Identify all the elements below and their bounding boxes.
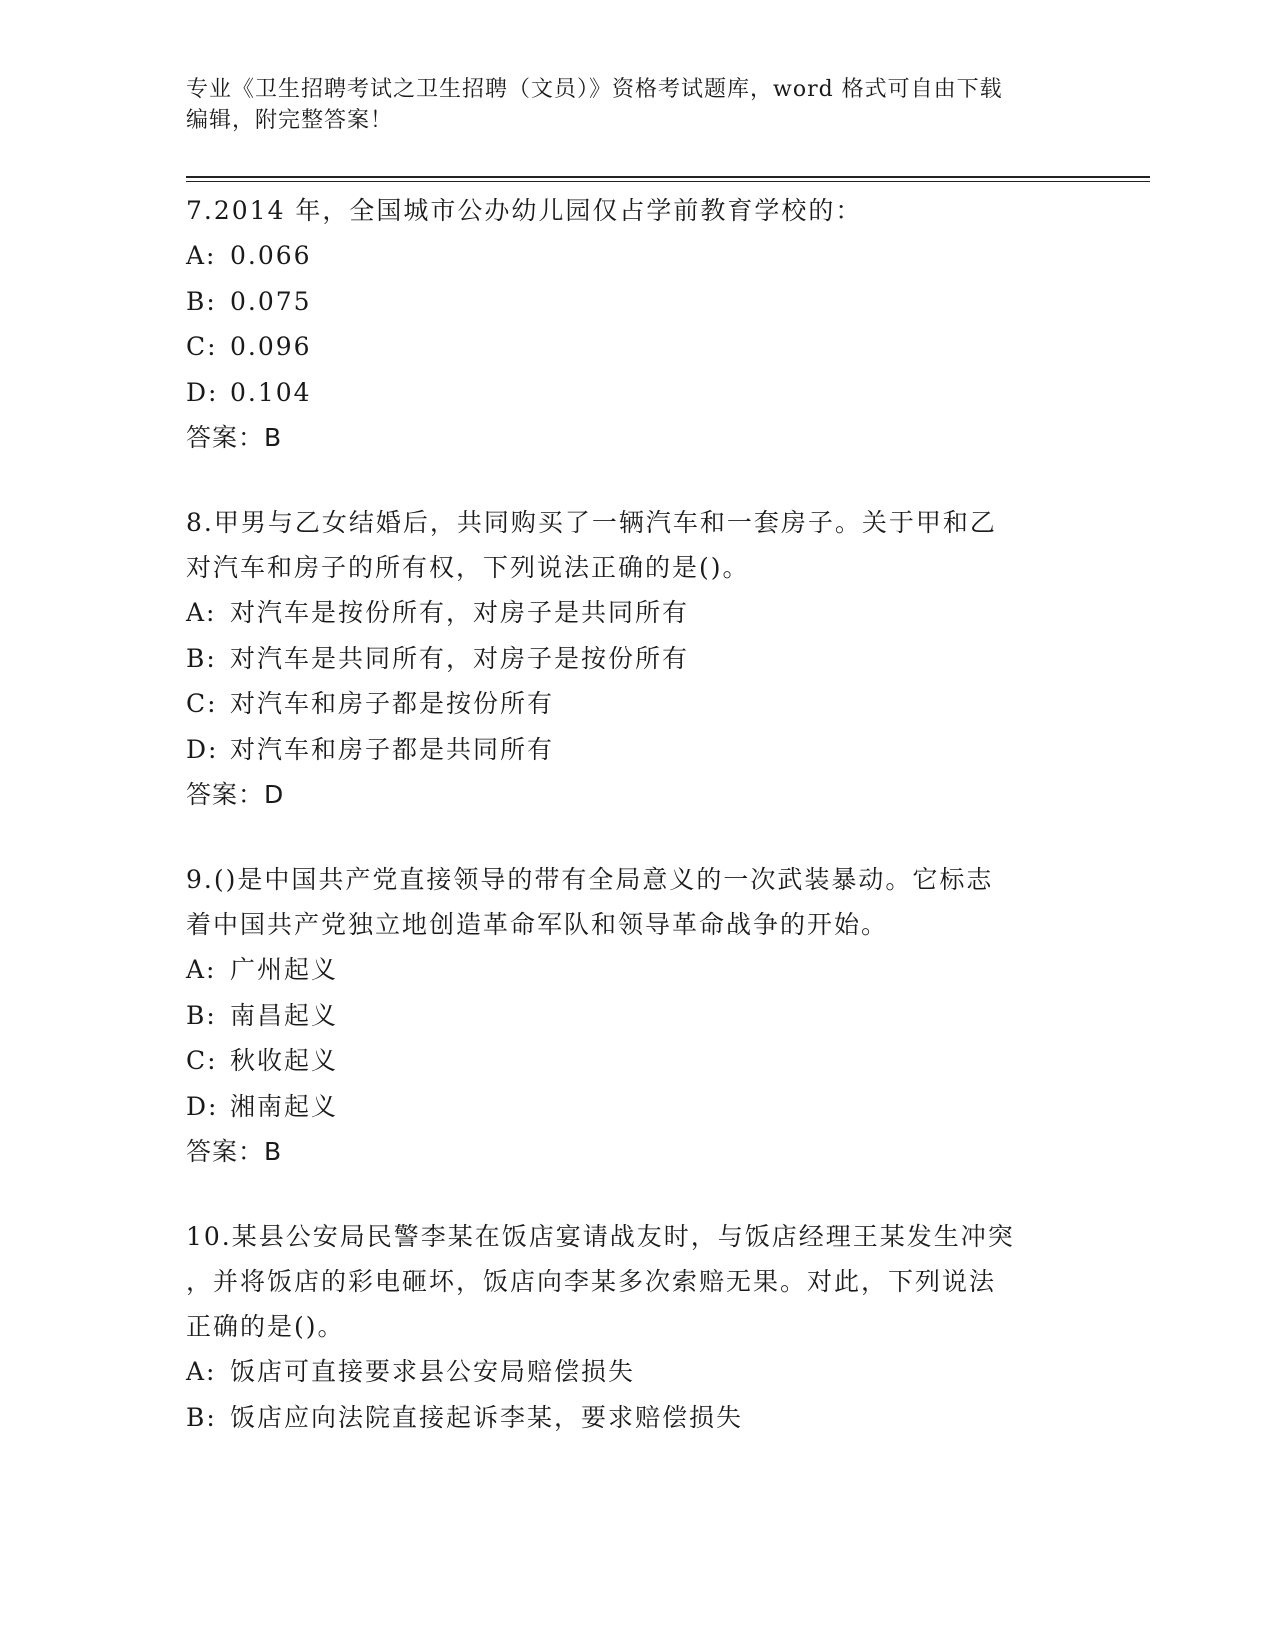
- option-letter: A:: [186, 598, 217, 627]
- option-letter: B:: [186, 286, 217, 316]
- option-letter: C:: [186, 1046, 218, 1075]
- question-stem-line: 对汽车和房子的所有权，下列说法正确的是()。: [186, 553, 750, 582]
- option-text: 对汽车和房子都是共同所有: [230, 734, 555, 764]
- question-block: [186, 500, 1086, 817]
- answer-option: [186, 590, 1086, 636]
- option-text: 对汽车和房子都是按份所有: [230, 689, 555, 718]
- option-letter: A:: [186, 1357, 217, 1386]
- question-stem-line: 8.甲男与乙女结婚后，共同购买了一辆汽车和一套房子。关于甲和乙: [186, 508, 997, 537]
- answer-option: [186, 681, 1086, 727]
- option-text: 南昌起义: [230, 1000, 339, 1030]
- answer-key: 答案：B: [186, 423, 283, 452]
- option-letter: C:: [186, 332, 218, 361]
- answer-option: [186, 947, 1086, 993]
- header-divider-thick: [186, 176, 1150, 178]
- option-letter: B:: [186, 1000, 217, 1030]
- option-text: 对汽车是按份所有，对房子是共同所有: [230, 598, 690, 627]
- question-stem-line: 正确的是()。: [186, 1312, 345, 1341]
- answer-option: [186, 324, 1086, 370]
- document-header: [186, 74, 1066, 136]
- answer-option: [186, 1349, 1086, 1395]
- answer-option: [186, 1038, 1086, 1084]
- question-stem-line: 10.某县公安局民警李某在饭店宴请战友时，与饭店经理王某发生冲突: [186, 1222, 1015, 1251]
- answer-option: [186, 370, 1086, 416]
- option-letter: B:: [186, 1402, 217, 1432]
- option-letter: A:: [186, 241, 217, 270]
- question-block: [186, 188, 1086, 460]
- answer-option: [186, 727, 1086, 773]
- header-line-2: 编辑，附完整答案！: [186, 108, 394, 133]
- option-text: 湘南起义: [230, 1091, 339, 1121]
- answer-option: [186, 1084, 1086, 1130]
- option-text: 0.096: [230, 332, 312, 361]
- answer-option: [186, 279, 1086, 325]
- option-text: 对汽车是共同所有，对房子是按份所有: [230, 643, 690, 673]
- option-letter: C:: [186, 689, 218, 718]
- answer-option: [186, 993, 1086, 1039]
- option-letter: D:: [186, 377, 219, 407]
- option-text: 0.104: [230, 377, 312, 407]
- option-letter: B:: [186, 643, 217, 673]
- question-block: [186, 857, 1086, 1174]
- answer-option: [186, 1395, 1086, 1441]
- option-text: 广州起义: [230, 955, 339, 984]
- answer-option: [186, 233, 1086, 279]
- option-letter: D:: [186, 734, 219, 764]
- question-stem-line: 9.()是中国共产党直接领导的带有全局意义的一次武装暴动。它标志: [186, 865, 994, 894]
- answer-key: 答案：B: [186, 1137, 283, 1166]
- answer-option: [186, 636, 1086, 682]
- option-text: 饭店可直接要求县公安局赔偿损失: [230, 1357, 636, 1386]
- question-stem-line: 着中国共产党独立地创造革命军队和领导革命战争的开始。: [186, 910, 889, 939]
- answer-key: 答案：D: [186, 780, 285, 809]
- option-letter: D:: [186, 1091, 219, 1121]
- question-stem-line: ，并将饭店的彩电砸坏，饭店向李某多次索赔无果。对此，下列说法: [186, 1267, 997, 1296]
- option-letter: A:: [186, 955, 217, 984]
- question-stem-line: 7.2014 年，全国城市公办幼儿园仅占学前教育学校的：: [186, 196, 863, 225]
- option-text: 0.066: [230, 241, 312, 270]
- option-text: 0.075: [230, 286, 312, 316]
- header-divider-thin: [186, 181, 1150, 182]
- header-line-1: 专业《卫生招聘考试之卫生招聘（文员）》资格考试题库，word 格式可自由下载: [186, 77, 1003, 102]
- option-text: 饭店应向法院直接起诉李某，要求赔偿损失: [230, 1402, 744, 1432]
- question-block: [186, 1214, 1086, 1440]
- question-list: [186, 188, 1086, 1440]
- option-text: 秋收起义: [230, 1046, 339, 1075]
